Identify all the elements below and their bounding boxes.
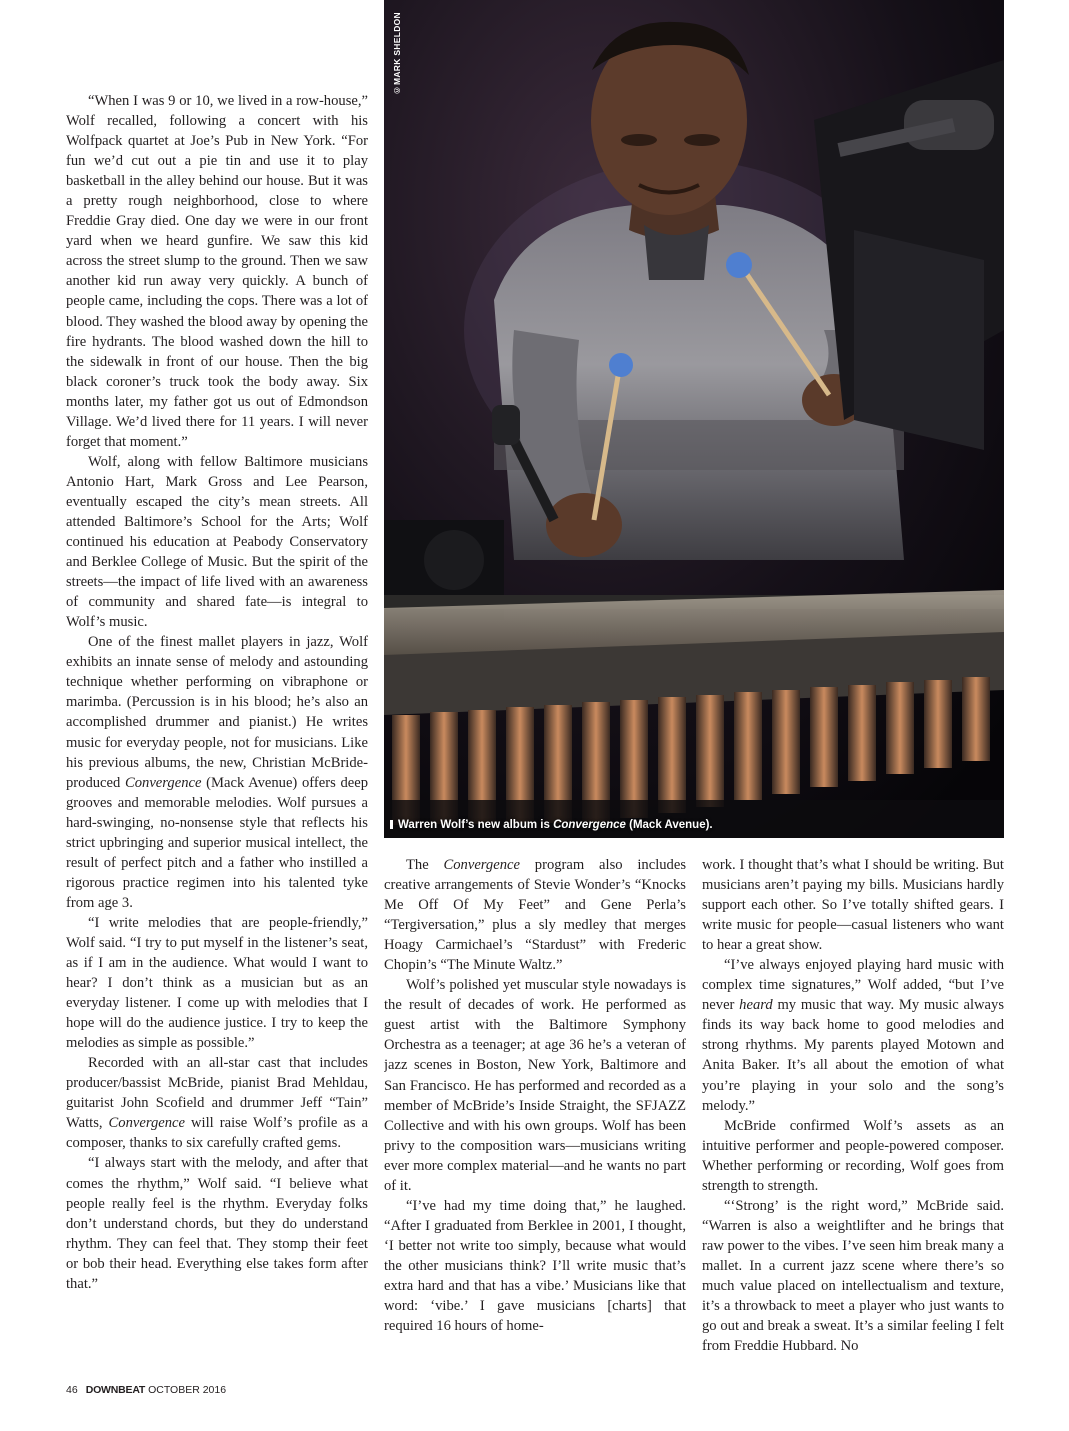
caption-album-title: Convergence — [553, 819, 626, 831]
article-column-middle — [384, 855, 686, 1361]
album-title: Convergence — [108, 1115, 185, 1132]
paragraph: The Convergence program also includes creative arrangements of Stevie Wonder’s “Knocks Me Off Of My Feet” and Gene Perla’s “Tergiversation,” plus a sly medley that merges Hoagy Carmichael’s “Stardust” with Frederic Chopin’s “The Minute Waltz.” — [384, 857, 686, 974]
issue-date: OCTOBER 2016 — [148, 1384, 227, 1396]
photo-illustration — [384, 0, 1004, 838]
paragraph: Wolf, along with fellow Baltimore musicians Antonio Hart, Mark Gross and Lee Pearson, eventually escaped the city’s mean streets. All attended Baltimore’s School for the Arts; Wolf continued his education at Peabody Conservatory and Berklee College of Music. But the spirit of the streets—the impact of life lived with an awareness of community and shared fate—is integral to Wolf’s music. — [66, 453, 368, 631]
emphasis: heard — [739, 997, 773, 1014]
paragraph: McBride confirmed Wolf’s assets as an intuitive performer and people-powered composer. Whether performing or recording, Wolf goes from strength to strength. — [702, 1117, 1004, 1194]
page-number: 46 — [66, 1384, 78, 1396]
caption-label: (Mack Avenue). — [625, 819, 713, 831]
paragraph: “I’ve always enjoyed playing hard music with complex time signatures,” Wolf added, “but I’ve never heard my music that way. My music always finds its way back home to good melodies and strong rhythms. My parents played Motown and Anita Baker. It’s all about the emotion of what you’re playing in your solo and the song’s melody.” — [702, 957, 1004, 1114]
paragraph: Recorded with an all-star cast that includes producer/bassist McBride, pianist Brad Mehldau, guitarist John Scofield and drummer Jeff “Tain” Watts, Convergence will raise Wolf’s profile as a composer, thanks to six carefully crafted gems. — [66, 1055, 368, 1152]
album-title: Convergence — [125, 774, 202, 791]
paragraph: “I’ve had my time doing that,” he laughed. “After I graduated from Berklee in 2001, I thought, ‘I better not write too simply, because what would the other musicians think? I’ll write music that’s extra hard and that has a vibe.’ Musicians like that word: ‘vibe.’ I gave musicians [charts] that required 16 hours of home- — [384, 1197, 686, 1335]
paragraph: “I write melodies that are people-friendly,” Wolf said. “I try to put myself in the listener’s seat, as if I am in the audience. What would I want to hear? I don’t think as a musician but as an everyday listener. I come up with melodies that I hope will do the audience justice. I try to keep the melodies as simple as possible.” — [66, 914, 368, 1052]
paragraph: “I always start with the melody, and after that comes the rhythm,” Wolf said. “I believe what people really feel is the rhythm. Everyday folks don’t understand chords, but they do understand rhythm. They can feel that. They stomp their feet or bob their head. Everything else takes form after that.” — [66, 1155, 368, 1292]
photo-caption — [390, 816, 1000, 834]
album-title: Convergence — [443, 857, 520, 873]
musician-photo — [384, 0, 1004, 838]
paragraph: work. I thought that’s what I should be writing. But musicians aren’t paying my bills. Musicians hardly support each other. So I’ve totally shifted gears. I write music for people—casual listeners who want to hear a great show. — [702, 857, 1004, 954]
paragraph: Wolf’s polished yet muscular style nowadays is the result of decades of work. He performed as guest artist with the Baltimore Symphony Orchestra as a teenager; at age 36 he’s a veteran of jazz scenes in Boston, New York, Baltimore and San Francisco. He has performed and recorded as a member of McBride’s Inside Straight, the SFJAZZ Collective and with his own groups. Wolf has been privy to the composition wars—musicians writing ever more complex material—and he wants no part of it. — [384, 977, 686, 1194]
paragraph: “When I was 9 or 10, we lived in a row-house,” Wolf recalled, following a concert with his Wolfpack quartet at Joe’s Pub in New York. “For fun we’d cut out a pie tin and use it to play basketball in the alley behind our house. But it was a pretty rough neighborhood, close to where Freddie Gray died. One day we were in our front yard when we heard gunfire. We saw this kid across the street slump to the ground. Then we saw another kid run away very quickly. A bunch of people came, including the cops. There was a lot of blood. They washed the blood away by opening the fire hydrants. The blood washed down the hill to the sidewalk in front of our house. Then the big black coroner’s truck took the body away. Six months later, my father got us out of Edmondson Village. We’d lived there for 11 years. I will never forget that moment.” — [66, 93, 368, 450]
article-column-right — [702, 855, 1004, 1361]
paragraph: “‘Strong’ is the right word,” McBride said. “Warren is also a weightlifter and he brings that raw power to the vibes. I’ve seen him break many a mallet. In a current jazz scene where there’s so much value placed on intellectualism and texture, it’s a throwback to meet a player who just wants to go out and break a sweat. It’s a similar feeling I felt from Freddie Hubbard. No — [702, 1197, 1004, 1355]
magazine-name: DOWNBEAT — [85, 1384, 146, 1396]
caption-marker — [390, 820, 393, 829]
caption-text: Warren Wolf’s new album is — [398, 819, 554, 831]
page-footer — [66, 1384, 226, 1400]
article-column-left — [66, 91, 368, 1361]
paragraph: One of the finest mallet players in jazz, Wolf exhibits an innate sense of melody and astounding technique whether performing on vibraphone or marimba. (Percussion is in his blood; he’s also an accomplished drummer and pianist.) He writes music for everyday people, not for musicians. Like his previous albums, the new, Christian McBride-produced Convergence (Mack Avenue) offers deep grooves and memorable melodies. Wolf pursues a hard-swinging, no-nonsense style that reflects his strict upbringing and superior musical intellect, the result of perfect pitch and a father who instilled a rigorous practice regimen into his talented tyke from age 3. — [66, 634, 368, 911]
photo-credit: ©MARK SHELDON — [392, 12, 402, 96]
